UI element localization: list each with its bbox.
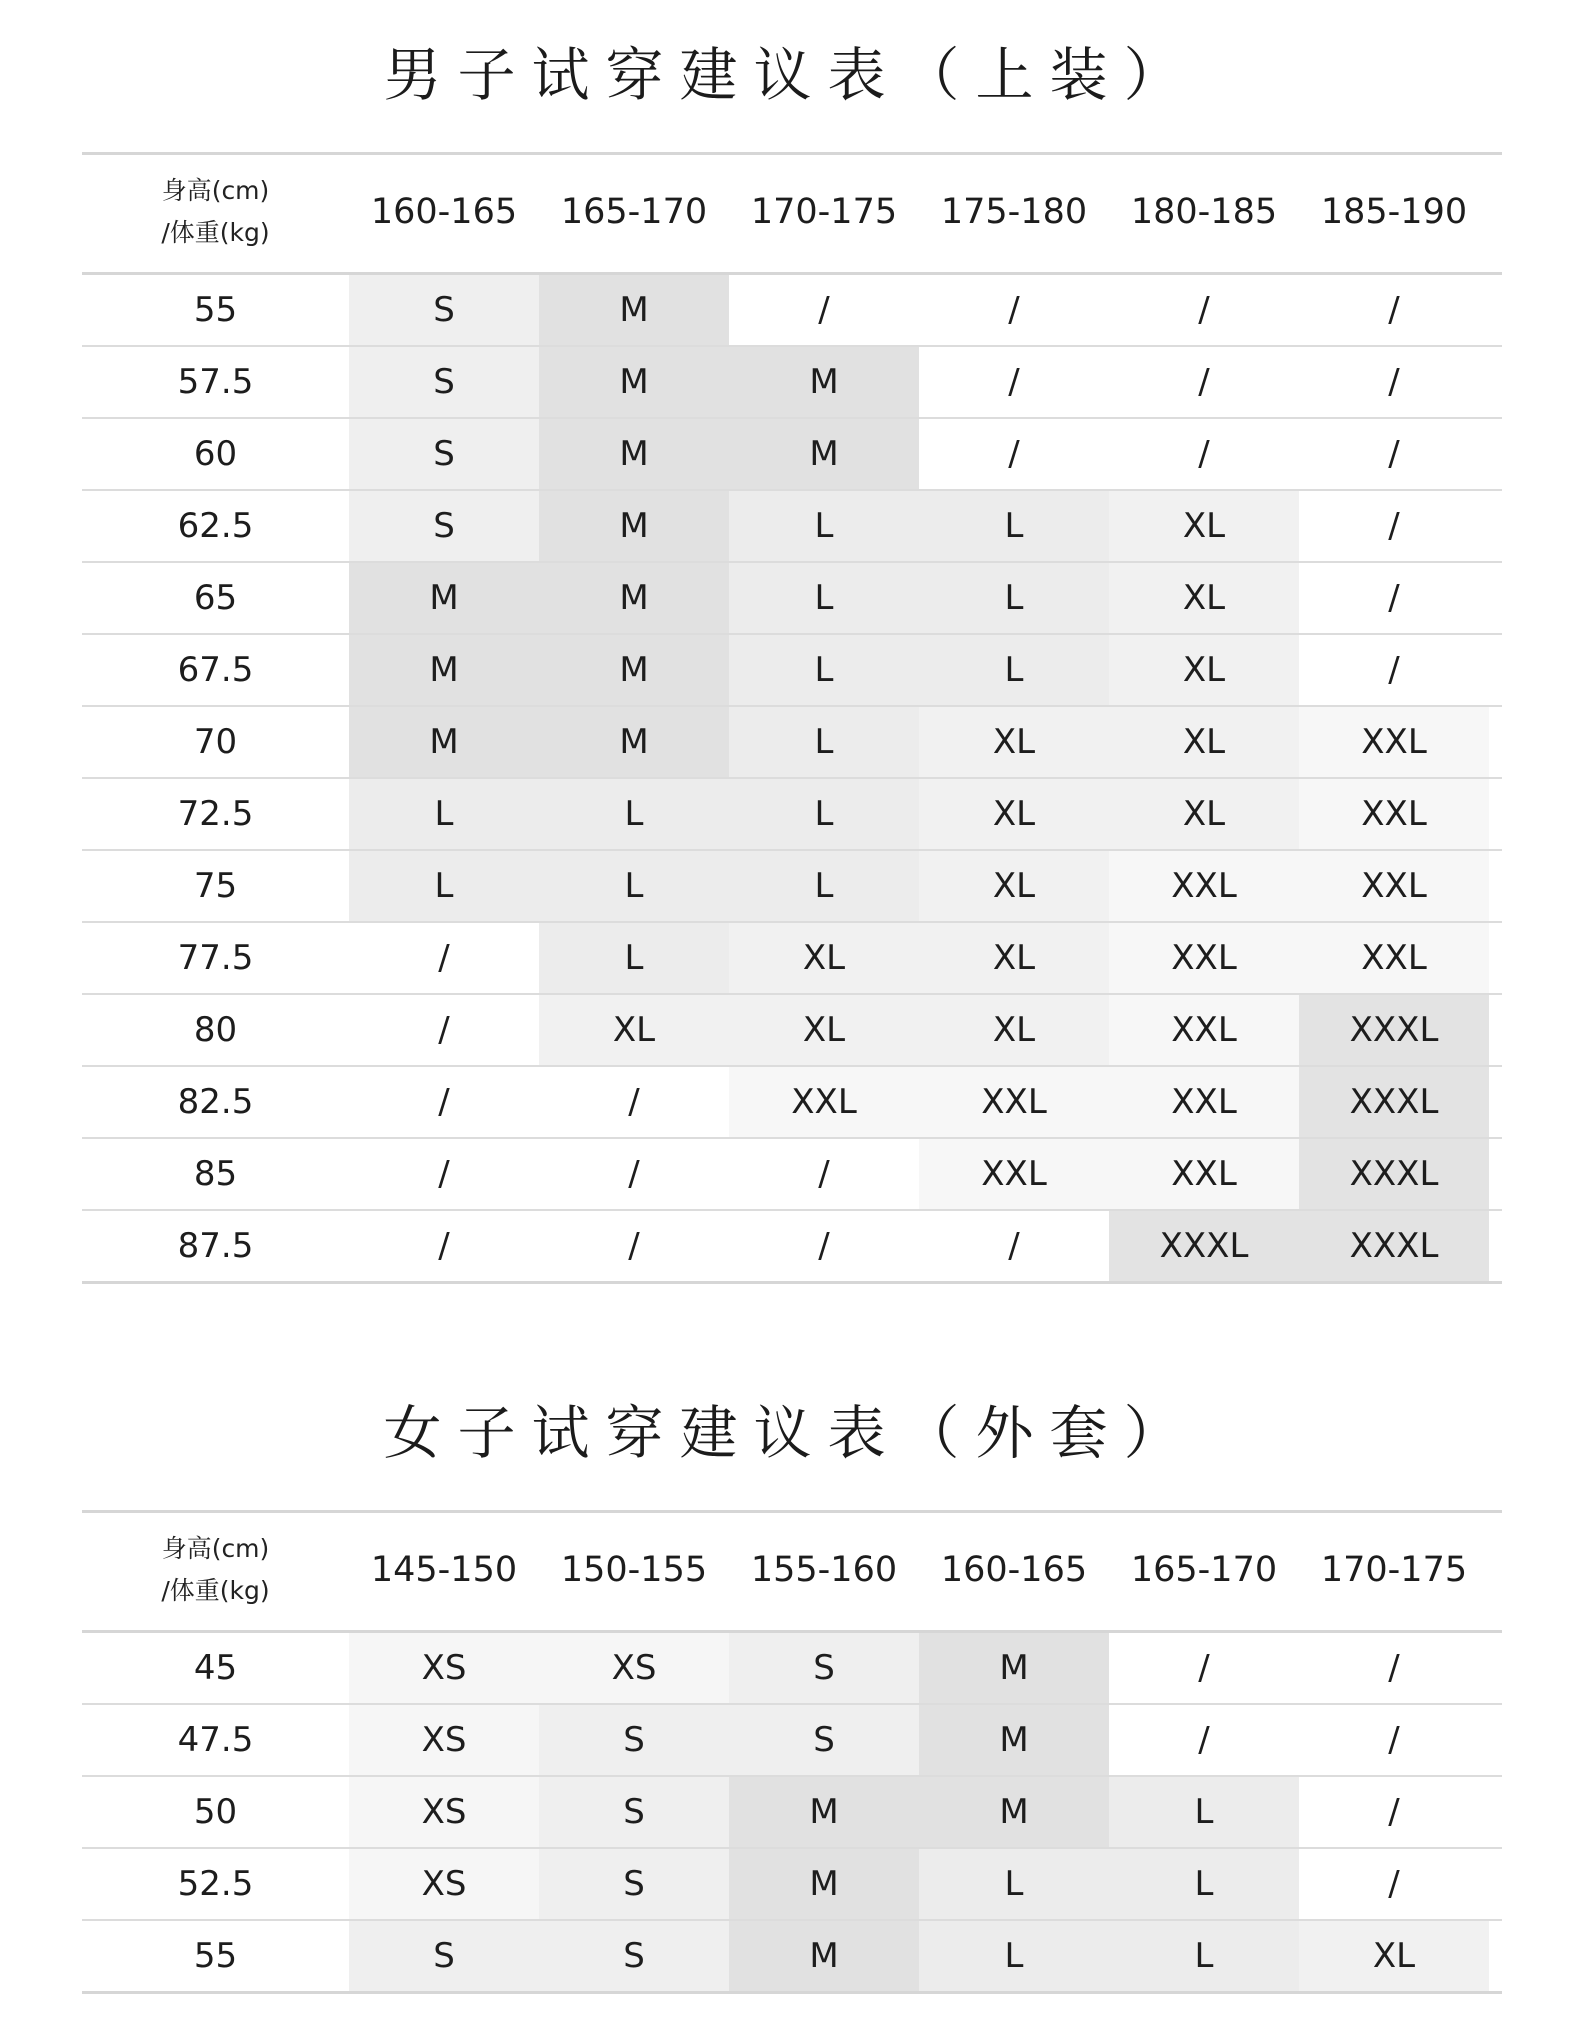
column-header: 185-190 [1320,192,1468,232]
size-cell: / [349,1067,539,1137]
weight-cell: 75 [193,866,238,906]
size-cell: XXL [1109,1067,1299,1137]
weight-cell: 65 [193,578,238,618]
size-cell: XL [919,851,1109,921]
size-cell: L [729,635,919,705]
size-cell: L [919,1921,1109,1991]
size-cell: / [729,1139,919,1209]
size-cell: XXXL [1109,1211,1299,1281]
size-cell: XS [349,1705,539,1775]
size-cell: L [539,851,729,921]
weight-cell: 85 [193,1154,238,1194]
size-cell: XL [1109,779,1299,849]
size-cell: XL [1109,635,1299,705]
size-cell: L [729,491,919,561]
column-header: 160-165 [370,192,518,232]
size-cell: M [729,1921,919,1991]
size-cell: / [1109,347,1299,417]
column-header: 165-170 [1130,1550,1278,1590]
column-header: 160-165 [940,1550,1088,1590]
corner-header [82,1510,349,1630]
size-cell: S [349,1921,539,1991]
size-cell: XS [349,1777,539,1847]
size-cell: / [1299,491,1489,561]
size-cell: L [1109,1849,1299,1919]
size-cell: XL [919,707,1109,777]
size-cell: S [349,347,539,417]
column-header: 155-160 [750,1550,898,1590]
size-cell: S [349,419,539,489]
men-table-title: 男子试穿建议表（上装） [383,41,1198,109]
size-cell: / [1109,1633,1299,1703]
size-cell: XL [539,995,729,1065]
weight-cell: 55 [193,1936,238,1976]
size-cell: L [729,779,919,849]
size-cell: / [919,275,1109,345]
size-cell: / [1299,419,1489,489]
size-cell: S [729,1705,919,1775]
size-cell: M [919,1777,1109,1847]
size-cell: XXL [1299,923,1489,993]
size-cell: / [1299,1705,1489,1775]
size-cell: XL [729,995,919,1065]
size-cell: XXXL [1299,995,1489,1065]
size-cell: XXL [1299,779,1489,849]
size-cell: M [919,1705,1109,1775]
corner-header [82,152,349,272]
column-header: 145-150 [370,1550,518,1590]
size-cell: L [919,491,1109,561]
size-cell: / [349,923,539,993]
column-header: 170-175 [1320,1550,1468,1590]
size-cell: XXL [1299,851,1489,921]
size-cell: M [729,419,919,489]
size-cell: M [349,707,539,777]
size-cell: / [539,1211,729,1281]
corner-header-line1: 身高(cm) [161,1534,270,1563]
size-cell: L [539,923,729,993]
size-cell: M [349,635,539,705]
size-cell: S [349,491,539,561]
column-header: 170-175 [750,192,898,232]
size-cell: M [919,1633,1109,1703]
size-cell: / [1299,635,1489,705]
weight-cell: 87.5 [177,1226,254,1266]
row-rule [82,1281,1502,1284]
size-cell: XS [349,1849,539,1919]
size-cell: S [349,275,539,345]
size-cell: / [919,1211,1109,1281]
weight-cell: 72.5 [177,794,254,834]
size-cell: XXXL [1299,1211,1489,1281]
size-cell: XL [919,923,1109,993]
size-cell: XXL [1109,1139,1299,1209]
size-cell: M [349,563,539,633]
size-cell: L [919,1849,1109,1919]
size-cell: XL [1109,491,1299,561]
size-cell: / [919,419,1109,489]
size-cell: XXL [919,1067,1109,1137]
size-cell: XS [349,1633,539,1703]
size-cell: XXXL [1299,1067,1489,1137]
size-cell: / [349,1139,539,1209]
size-cell: XXL [1109,923,1299,993]
corner-header-line1: 身高(cm) [161,176,270,205]
size-cell: M [539,275,729,345]
size-cell: S [539,1777,729,1847]
size-cell: XXL [729,1067,919,1137]
size-cell: L [1109,1921,1299,1991]
size-cell: M [729,347,919,417]
size-cell: / [729,275,919,345]
size-cell: / [1109,1705,1299,1775]
size-cell: S [539,1705,729,1775]
size-cell: L [539,779,729,849]
corner-header-line2: /体重(kg) [161,1576,270,1605]
size-cell: / [1299,563,1489,633]
weight-cell: 55 [193,290,238,330]
weight-cell: 67.5 [177,650,254,690]
column-header: 175-180 [940,192,1088,232]
size-cell: M [539,419,729,489]
size-cell: L [729,851,919,921]
size-cell: / [1109,275,1299,345]
women-table-title: 女子试穿建议表（外套） [383,1399,1198,1467]
column-header: 180-185 [1130,192,1278,232]
size-cell: XL [1299,1921,1489,1991]
size-cell: XXL [1109,995,1299,1065]
size-cell: / [1299,1849,1489,1919]
weight-cell: 45 [193,1648,238,1688]
column-header: 165-170 [560,192,708,232]
weight-cell: 47.5 [177,1720,254,1760]
size-cell: M [729,1777,919,1847]
size-cell: XXXL [1299,1139,1489,1209]
size-cell: XL [919,995,1109,1065]
weight-cell: 77.5 [177,938,254,978]
size-cell: XS [539,1633,729,1703]
size-cell: XXL [919,1139,1109,1209]
weight-cell: 80 [193,1010,238,1050]
size-cell: XL [1109,707,1299,777]
size-cell: M [539,491,729,561]
size-cell: / [1299,275,1489,345]
column-header: 150-155 [560,1550,708,1590]
weight-cell: 62.5 [177,506,254,546]
weight-cell: 70 [193,722,238,762]
corner-header-line2: /体重(kg) [161,218,270,247]
size-cell: / [729,1211,919,1281]
weight-cell: 52.5 [177,1864,254,1904]
size-cell: XL [919,779,1109,849]
size-cell: M [539,635,729,705]
size-cell: / [539,1067,729,1137]
size-cell: L [729,707,919,777]
size-cell: S [729,1633,919,1703]
weight-cell: 60 [193,434,238,474]
size-cell: XL [1109,563,1299,633]
size-cell: / [349,995,539,1065]
size-cell: M [539,563,729,633]
weight-cell: 82.5 [177,1082,254,1122]
size-cell: L [919,635,1109,705]
size-cell: / [349,1211,539,1281]
size-cell: M [539,707,729,777]
weight-cell: 57.5 [177,362,254,402]
size-cell: M [729,1849,919,1919]
size-cell: M [539,347,729,417]
weight-cell: 50 [193,1792,238,1832]
size-cell: L [1109,1777,1299,1847]
size-cell: XXL [1299,707,1489,777]
size-cell: L [729,563,919,633]
size-cell: S [539,1849,729,1919]
size-cell: / [1299,1777,1489,1847]
size-cell: L [349,779,539,849]
size-cell: S [539,1921,729,1991]
size-cell: XL [729,923,919,993]
size-cell: L [349,851,539,921]
size-cell: / [1299,1633,1489,1703]
size-cell: / [1109,419,1299,489]
size-cell: / [1299,347,1489,417]
size-cell: / [539,1139,729,1209]
size-cell: / [919,347,1109,417]
size-cell: XXL [1109,851,1299,921]
size-cell: L [919,563,1109,633]
row-rule [82,1991,1502,1994]
